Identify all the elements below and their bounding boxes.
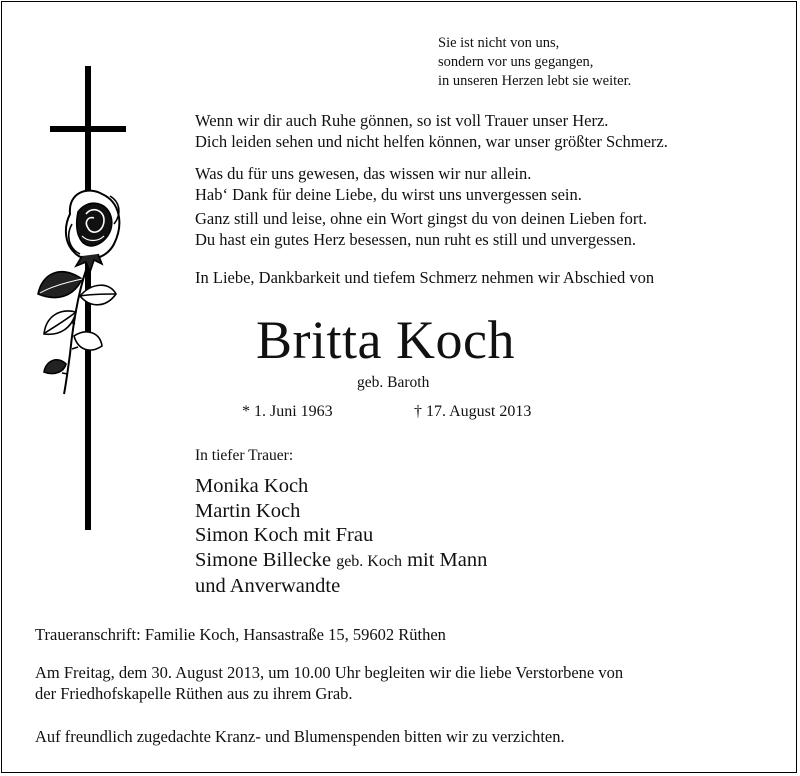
mourner-name: Martin Koch <box>195 499 301 522</box>
poem-line: Dich leiden sehen und nicht helfen können, war unser größter Schmerz. <box>195 132 668 151</box>
flower-request: Auf freundlich zugedachte Kranz- und Blumenspenden bitten wir zu verzichten. <box>35 727 565 746</box>
mourner-name: Monika Koch <box>195 475 309 497</box>
motto-line: sondern vor uns gegangen, <box>438 54 594 70</box>
poem-line: Ganz still und leise, ohne ein Wort gingst du von deinen Lieben fort. <box>195 209 648 228</box>
mourner-name: und Anverwandte <box>195 575 341 597</box>
mourners-list <box>195 474 487 599</box>
farewell-intro: In Liebe, Dankbarkeit und tiefem Schmerz nehmen wir Abschied von <box>195 268 655 287</box>
maiden-name: geb. Baroth <box>357 374 430 391</box>
obituary-frame <box>1 1 797 773</box>
poem-stanza-2 <box>195 163 582 205</box>
motto-line: Sie ist nicht von uns, <box>438 35 560 51</box>
motto <box>438 34 631 91</box>
deceased-name: Britta Koch <box>256 310 515 370</box>
mourner-maiden-name: geb. Koch <box>336 552 402 570</box>
mourning-address: Traueranschrift: Familie Koch, Hansastraße 15, 59602 Rüthen <box>35 625 446 644</box>
mourner-name: Simon Koch mit Frau <box>195 524 374 546</box>
mourners-heading: In tiefer Trauer: <box>195 447 294 464</box>
cross-with-rose <box>30 64 130 534</box>
death-date: † 17. August 2013 <box>414 403 532 420</box>
mourner-name <box>195 548 487 575</box>
birth-date: * 1. Juni 1963 <box>242 403 333 420</box>
mourner-name-part: mit Mann <box>407 548 488 571</box>
poem-stanza-3 <box>195 208 647 250</box>
mourner-name-part: Simone Billecke <box>195 548 332 571</box>
funeral-notice <box>35 662 623 704</box>
funeral-line: der Friedhofskapelle Rüthen aus zu ihrem Grab. <box>35 684 353 703</box>
funeral-line: Am Freitag, dem 30. August 2013, um 10.00 Uhr begleiten wir die liebe Verstorbene von <box>35 663 624 682</box>
poem-line: Was du für uns gewesen, das wissen wir nur allein. <box>195 164 532 183</box>
poem-stanza-1 <box>195 110 668 152</box>
poem-line: Wenn wir dir auch Ruhe gönnen, so ist voll Trauer unser Herz. <box>195 111 609 130</box>
motto-line: in unseren Herzen lebt sie weiter. <box>438 73 632 89</box>
rose-icon <box>38 191 119 394</box>
poem-line: Hab‘ Dank für deine Liebe, du wirst uns unvergessen sein. <box>195 185 582 204</box>
poem-line: Du hast ein gutes Herz besessen, nun ruht es still und unvergessen. <box>195 230 636 249</box>
